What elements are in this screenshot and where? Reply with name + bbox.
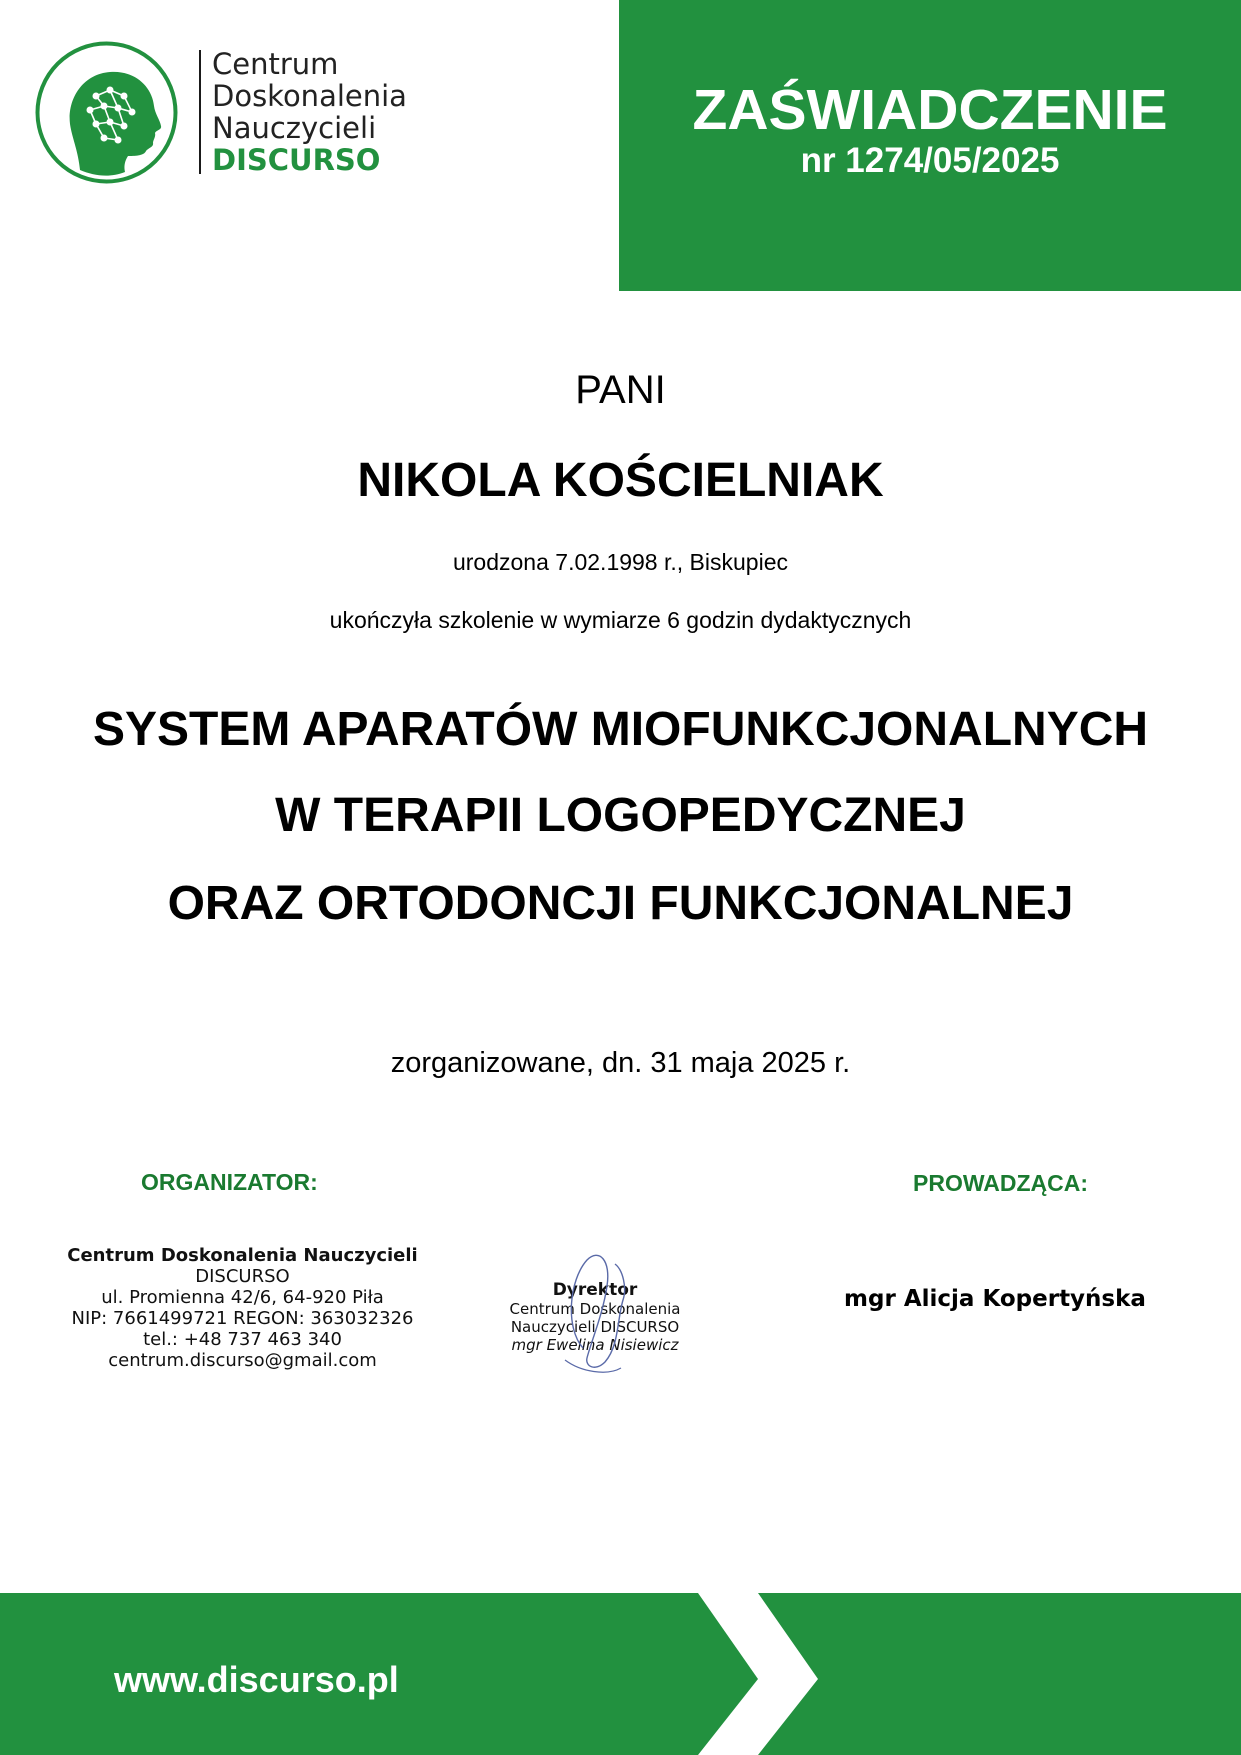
organizer-stamp [60, 1245, 425, 1371]
stamp-line: tel.: +48 737 463 340 [143, 1329, 342, 1350]
stamp-line: Centrum Doskonalenia [509, 1300, 681, 1318]
instructor-heading: PROWADZĄCA: [913, 1170, 1089, 1196]
logo-text-line-3: Nauczycieli [212, 111, 377, 145]
stamp-line: Centrum Doskonalenia Nauczycieli [67, 1245, 418, 1266]
website-link[interactable]: www.discurso.pl [114, 1659, 399, 1700]
logo-divider [199, 50, 201, 174]
birth-info: urodzona 7.02.1998 r., Biskupiec [452, 549, 788, 575]
recipient-name: NIKOLA KOŚCIELNIAK [357, 454, 884, 507]
certificate-number: nr 1274/05/2025 [800, 141, 1060, 180]
handwritten-signature [495, 1240, 695, 1380]
certificate-title: ZAŚWIADCZENIE [692, 78, 1168, 142]
stamp-line: mgr Ewelina Nisiewicz [511, 1336, 679, 1354]
event-date: zorganizowane, dn. 31 maja 2025 r. [390, 1047, 851, 1079]
stamp-line: Dyrektor [552, 1280, 638, 1300]
stamp-line: ul. Promienna 42/6, 64-920 Piła [101, 1287, 384, 1308]
header-band [619, 0, 1241, 291]
instructor-name: mgr Alicja Kopertyńska [844, 1286, 1146, 1312]
stamp-line: NIP: 7661499721 REGON: 363032326 [71, 1308, 414, 1329]
stamp-line: Nauczycieli DISCURSO [510, 1318, 680, 1336]
course-title-line-2: W TERAPII LOGOPEDYCZNEJ [275, 789, 966, 842]
organizer-heading: ORGANIZATOR: [141, 1169, 318, 1195]
head-profile-network-icon [34, 40, 179, 185]
course-title-line-3: ORAZ ORTODONCJI FUNKCJONALNEJ [167, 877, 1074, 930]
stamp-line: centrum.discurso@gmail.com [108, 1350, 377, 1371]
completion-statement: ukończyła szkolenie w wymiarze 6 godzin dydaktycznych [329, 607, 912, 633]
director-stamp [495, 1240, 695, 1380]
logo-text-line-1: Centrum [212, 47, 339, 81]
salutation: PANI [575, 368, 666, 412]
logo [34, 40, 434, 190]
logo-text-line-2: Doskonalenia [212, 79, 407, 113]
course-title-line-1: SYSTEM APARATÓW MIOFUNKCJONALNYCH [92, 703, 1149, 756]
stamp-line: DISCURSO [195, 1266, 290, 1287]
logo-brand: DISCURSO [212, 143, 381, 177]
